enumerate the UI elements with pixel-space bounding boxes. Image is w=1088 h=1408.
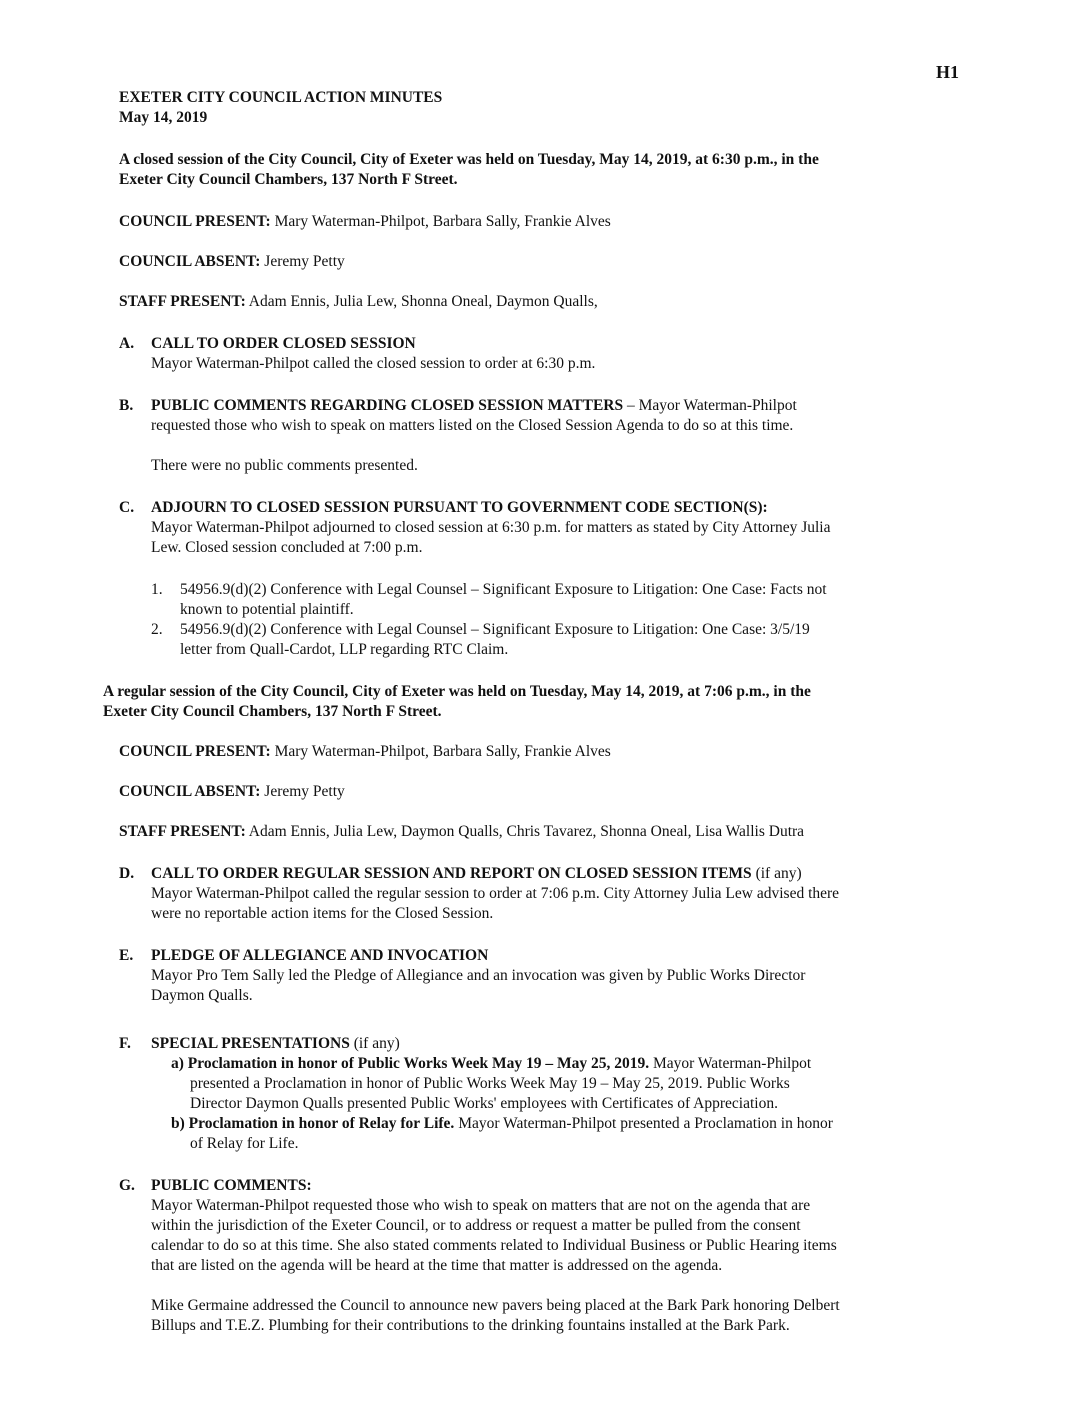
section-f-item-b-marker: b) xyxy=(171,1115,185,1132)
section-g-comment-line1: Mike Germaine addressed the Council to announce new pavers being placed at the Bark Park honoring Delbert xyxy=(151,1297,840,1314)
section-f-item-a-line1 xyxy=(171,1054,811,1074)
section-f-heading-line xyxy=(151,1034,400,1054)
council-present-names: Mary Waterman-Philpot, Barbara Sally, Frankie Alves xyxy=(274,743,611,760)
section-d-letter: D. xyxy=(119,865,135,882)
section-b-letter: B. xyxy=(119,397,134,414)
section-e-letter: E. xyxy=(119,947,134,964)
section-d-heading-line xyxy=(151,864,802,884)
section-g-body-line2: within the jurisdiction of the Exeter Council, or to address or request a matter be pulled from the consent xyxy=(151,1217,801,1234)
section-c-item-1-line2: known to potential plaintiff. xyxy=(180,601,354,618)
section-f-letter: F. xyxy=(119,1035,131,1052)
section-f-item-a-marker: a) xyxy=(171,1055,184,1072)
regular-staff-present xyxy=(119,822,804,842)
section-f-heading: SPECIAL PRESENTATIONS xyxy=(151,1035,350,1052)
closed-council-present xyxy=(119,212,611,232)
closed-session-intro-line2: Exeter City Council Chambers, 137 North F Street. xyxy=(119,171,458,188)
section-g-heading: PUBLIC COMMENTS: xyxy=(151,1177,312,1194)
page-label: H1 xyxy=(936,62,960,82)
section-g-body-line4: that are listed on the agenda will be heard at the time that matter is addressed on the agenda. xyxy=(151,1257,723,1274)
section-e-body-line2: Daymon Qualls. xyxy=(151,987,253,1004)
section-f-item-b-line1 xyxy=(171,1114,833,1134)
section-d-body-line1: Mayor Waterman-Philpot called the regular session to order at 7:06 p.m. City Attorney Julia Lew advised there xyxy=(151,885,840,902)
section-a-heading: CALL TO ORDER CLOSED SESSION xyxy=(151,335,416,352)
section-b-heading-line xyxy=(151,396,797,416)
section-c-item-2-line2: letter from Quall-Cardot, LLP regarding RTC Claim. xyxy=(180,641,509,658)
section-d-heading: CALL TO ORDER REGULAR SESSION AND REPORT ON CLOSED SESSION ITEMS xyxy=(151,865,752,882)
section-g-comment-line2: Billups and T.E.Z. Plumbing for their contributions to the drinking fountains installed at the Bark Park. xyxy=(151,1317,790,1334)
section-c-heading: ADJOURN TO CLOSED SESSION PURSUANT TO GOVERNMENT CODE SECTION(S): xyxy=(151,499,768,516)
council-present-names: Mary Waterman-Philpot, Barbara Sally, Frankie Alves xyxy=(274,213,611,230)
section-c-body-line1: Mayor Waterman-Philpot adjourned to closed session at 6:30 p.m. for matters as stated by City Attorney Julia xyxy=(151,519,831,536)
section-c-letter: C. xyxy=(119,499,135,516)
staff-present-names: Adam Ennis, Julia Lew, Daymon Qualls, Chris Tavarez, Shonna Oneal, Lisa Wallis Dutra xyxy=(248,823,805,840)
section-b-heading: PUBLIC COMMENTS REGARDING CLOSED SESSION MATTERS xyxy=(151,397,624,414)
section-g-body-line1: Mayor Waterman-Philpot requested those who wish to speak on matters that are not on the agenda that are xyxy=(151,1197,811,1214)
council-present-label: COUNCIL PRESENT: xyxy=(119,213,271,230)
section-c-item-1-line1: 54956.9(d)(2) Conference with Legal Counsel – Significant Exposure to Litigation: One Case: Facts not xyxy=(180,581,827,598)
section-g-letter: G. xyxy=(119,1177,135,1194)
council-absent-label: COUNCIL ABSENT: xyxy=(119,783,261,800)
section-f-item-a-rest: Mayor Waterman-Philpot xyxy=(649,1055,812,1072)
section-b-note: There were no public comments presented. xyxy=(151,457,418,474)
section-c-item-2-number: 2. xyxy=(151,621,163,638)
section-c-item-2-line1: 54956.9(d)(2) Conference with Legal Counsel – Significant Exposure to Litigation: One Case: 3/5/19 xyxy=(180,621,810,638)
section-d-body-line2: were no reportable action items for the Closed Session. xyxy=(151,905,494,922)
closed-staff-present xyxy=(119,292,598,312)
section-f-item-b-rest: Mayor Waterman-Philpot presented a Proclamation in honor xyxy=(454,1115,833,1132)
staff-present-label: STAFF PRESENT: xyxy=(119,823,246,840)
section-d-heading-tail: (if any) xyxy=(751,865,802,882)
closed-council-absent xyxy=(119,252,345,272)
council-present-label: COUNCIL PRESENT: xyxy=(119,743,271,760)
regular-session-intro-line2: Exeter City Council Chambers, 137 North F Street. xyxy=(103,703,442,720)
section-f-item-a-line2: presented a Proclamation in honor of Public Works Week May 19 – May 25, 2019. Public Works xyxy=(190,1075,790,1092)
section-f-heading-tail: (if any) xyxy=(349,1035,400,1052)
document-date: May 14, 2019 xyxy=(119,109,208,126)
regular-council-absent xyxy=(119,782,345,802)
regular-council-present xyxy=(119,742,611,762)
closed-session-intro-line1: A closed session of the City Council, City of Exeter was held on Tuesday, May 14, 2019, at 6:30 p.m., in the xyxy=(119,151,819,168)
staff-present-names: Adam Ennis, Julia Lew, Shonna Oneal, Daymon Qualls, xyxy=(248,293,598,310)
section-a-body: Mayor Waterman-Philpot called the closed session to order at 6:30 p.m. xyxy=(151,355,596,372)
section-a-letter: A. xyxy=(119,335,135,352)
section-c-item-1-number: 1. xyxy=(151,581,163,598)
section-b-body: requested those who wish to speak on matters listed on the Closed Session Agenda to do so at this time. xyxy=(151,417,794,434)
section-e-heading: PLEDGE OF ALLEGIANCE AND INVOCATION xyxy=(151,947,489,964)
regular-session-intro-line1: A regular session of the City Council, City of Exeter was held on Tuesday, May 14, 2019, at 7:06 p.m., in the xyxy=(103,683,811,700)
section-f-item-b-title: Proclamation in honor of Relay for Life. xyxy=(188,1115,455,1132)
section-f-item-a-title: Proclamation in honor of Public Works Week May 19 – May 25, 2019. xyxy=(187,1055,650,1072)
section-g-body-line3: calendar to do so at this time. She also stated comments related to Individual Business or Public Hearing items xyxy=(151,1237,837,1254)
staff-present-label: STAFF PRESENT: xyxy=(119,293,246,310)
section-c-body-line2: Lew. Closed session concluded at 7:00 p.m. xyxy=(151,539,423,556)
council-absent-names: Jeremy Petty xyxy=(264,253,345,270)
section-e-body-line1: Mayor Pro Tem Sally led the Pledge of Allegiance and an invocation was given by Public Works Director xyxy=(151,967,806,984)
council-absent-names: Jeremy Petty xyxy=(264,783,345,800)
section-f-item-a-line3: Director Daymon Qualls presented Public Works' employees with Certificates of Appreciation. xyxy=(190,1095,778,1112)
section-b-heading-tail: – Mayor Waterman-Philpot xyxy=(623,397,797,414)
council-absent-label: COUNCIL ABSENT: xyxy=(119,253,261,270)
section-f-item-b-line2: of Relay for Life. xyxy=(190,1135,299,1152)
document-title: EXETER CITY COUNCIL ACTION MINUTES xyxy=(119,89,443,106)
